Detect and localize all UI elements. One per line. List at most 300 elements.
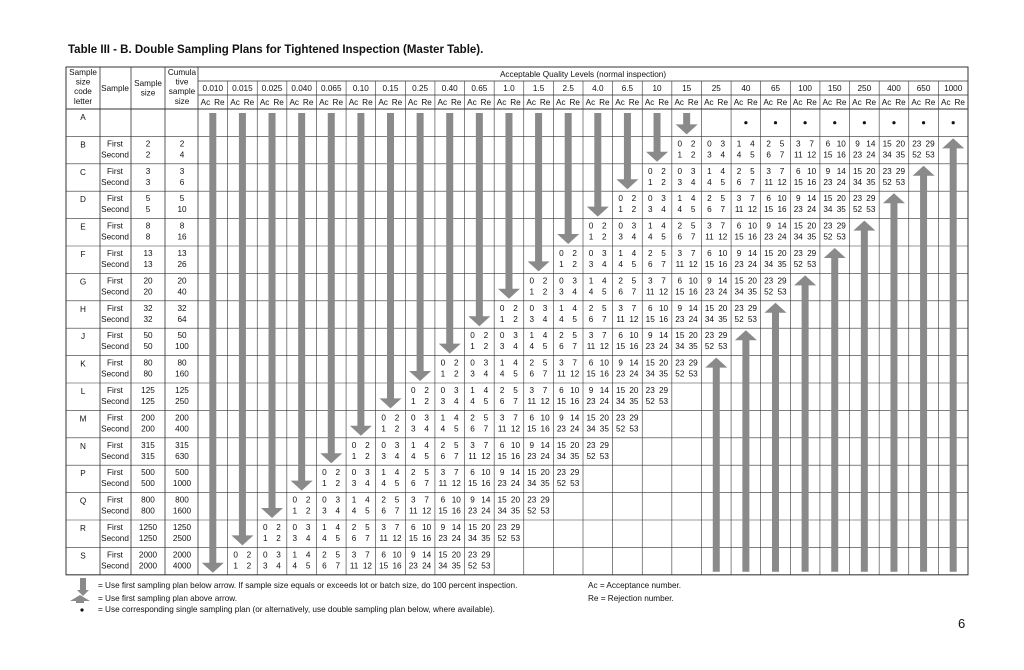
ac-value: 9 — [559, 413, 564, 423]
ac-value: 15 — [793, 221, 803, 231]
ac-value: 3 — [559, 287, 564, 297]
re-value: 29 — [570, 468, 580, 478]
ac-value: 0 — [351, 468, 357, 478]
ac-value: 1 — [470, 342, 475, 352]
ac-value: 4 — [588, 287, 594, 297]
ac-value: 0 — [499, 331, 505, 341]
ac-value: 6 — [322, 561, 327, 571]
ac-value: 11 — [527, 397, 537, 406]
ac-value: 23 — [467, 550, 478, 560]
re-value: 2 — [424, 397, 429, 406]
re-value: 29 — [777, 276, 787, 286]
re-value: 2 — [394, 413, 400, 423]
row-first: First — [107, 440, 123, 450]
re-value: 7 — [572, 358, 577, 368]
re-value: 3 — [483, 358, 489, 368]
ac-value: 4 — [618, 260, 623, 269]
row-size2: 50 — [143, 342, 153, 352]
ac-value: 34 — [497, 506, 507, 516]
header-code-letter: Sample — [69, 68, 97, 77]
ac-value: 3 — [381, 523, 386, 532]
re-value: 53 — [925, 150, 935, 160]
re-value: 10 — [658, 303, 669, 313]
up-arrow-icon — [765, 303, 787, 572]
aql-level: 15 — [682, 84, 692, 93]
ac-value: 23 — [704, 287, 715, 297]
row-size2: 1250 — [138, 534, 158, 543]
ac-value: 23 — [852, 150, 863, 160]
re-value: 5 — [750, 150, 755, 160]
re-value: 20 — [836, 194, 846, 204]
ac-value: 23 — [527, 451, 537, 461]
ac-value: 0 — [440, 358, 446, 368]
ac-value: 15 — [586, 413, 596, 423]
re-value: 16 — [599, 369, 609, 379]
re-value: 5 — [602, 303, 607, 313]
re-value: 10 — [510, 440, 521, 450]
re-value: 2 — [631, 194, 637, 204]
row-size2: 8 — [145, 232, 151, 242]
ac-value: 1 — [292, 550, 298, 560]
ac-value: 2 — [618, 276, 623, 286]
re-value: 2 — [631, 205, 637, 215]
re-value: 29 — [925, 139, 935, 149]
dot-icon — [892, 121, 895, 124]
ac-value: 0 — [559, 249, 564, 258]
re-value: 3 — [631, 221, 637, 231]
re-value: 10 — [481, 468, 491, 478]
row-cum2: 10 — [177, 205, 187, 215]
re-value: 5 — [483, 397, 489, 406]
row-first: First — [107, 303, 123, 313]
ac-value: 23 — [645, 342, 655, 352]
aql-level: 0.15 — [382, 84, 399, 93]
re-value: 10 — [570, 386, 580, 395]
ac-value: 11 — [675, 260, 685, 269]
ac-value: 15 — [793, 177, 803, 187]
ac-value: 1 — [381, 468, 386, 478]
row-cum1: 500 — [175, 468, 189, 478]
re-value: 2 — [365, 451, 370, 461]
row-size1: 2 — [145, 139, 151, 149]
ac-value: 0 — [233, 550, 238, 560]
re-value: 14 — [510, 468, 521, 478]
row-cum1: 2000 — [172, 550, 192, 560]
dot-icon — [270, 477, 273, 480]
re-value: 53 — [481, 561, 491, 571]
ac-value: 6 — [470, 468, 475, 478]
re-value: 7 — [690, 232, 696, 242]
re-value: 10 — [392, 550, 402, 560]
re-value: 14 — [807, 194, 817, 204]
ac-value: 1 — [440, 413, 446, 423]
re-value: 3 — [602, 249, 607, 258]
ac-value: 9 — [796, 194, 801, 204]
row-cum1: 50 — [177, 331, 187, 341]
ac-value: 0 — [647, 194, 653, 204]
re-value: 7 — [542, 386, 548, 395]
aql-level: 0.10 — [352, 84, 369, 93]
ac-value: 23 — [467, 506, 478, 516]
row-cum1: 125 — [175, 386, 189, 395]
aql-level: 400 — [887, 84, 901, 93]
ac-value: 11 — [586, 342, 596, 352]
re-value: 35 — [777, 260, 787, 269]
re-value: 12 — [362, 561, 372, 571]
re-header: Re — [658, 98, 669, 107]
ac-value: 52 — [852, 205, 863, 215]
ac-value: 6 — [411, 523, 416, 532]
ac-value: 1 — [411, 397, 416, 406]
row-second: Second — [101, 342, 129, 352]
dot-icon — [774, 121, 777, 124]
re-value: 12 — [658, 287, 669, 297]
ac-value: 11 — [734, 205, 744, 215]
ac-value: 2 — [677, 221, 683, 231]
ac-value: 34 — [823, 205, 833, 215]
ac-value: 23 — [852, 194, 863, 204]
row-second: Second — [101, 232, 129, 242]
re-value: 4 — [602, 260, 607, 269]
dot-icon — [300, 450, 303, 453]
row-second: Second — [101, 424, 129, 434]
ac-value: 3 — [440, 468, 446, 478]
ac-value: 11 — [409, 506, 418, 516]
re-value: 29 — [629, 413, 639, 423]
re-value: 14 — [658, 331, 669, 341]
ac-value: 3 — [529, 314, 535, 324]
dot-icon — [567, 203, 570, 206]
ac-value: 15 — [556, 397, 566, 406]
ac-header: Ac — [556, 98, 566, 107]
ac-value: 3 — [707, 150, 712, 160]
re-value: 29 — [807, 249, 817, 258]
row-code: E — [80, 222, 86, 232]
re-value: 2 — [483, 342, 489, 352]
row-first: First — [107, 413, 123, 423]
re-value: 3 — [513, 331, 518, 341]
ac-value: 4 — [677, 205, 683, 215]
re-value: 10 — [777, 194, 787, 204]
ac-value: 1 — [233, 561, 238, 571]
row-cum2: 100 — [175, 342, 189, 352]
re-value: 5 — [779, 139, 785, 149]
dot-icon — [389, 368, 392, 371]
row-first: First — [107, 194, 123, 204]
re-value: 35 — [599, 424, 609, 434]
ac-value: 0 — [677, 139, 683, 149]
ac-value: 23 — [912, 139, 922, 149]
re-value: 53 — [570, 479, 580, 489]
ac-value: 23 — [882, 166, 892, 176]
re-value: 35 — [807, 232, 817, 242]
re-value: 7 — [453, 451, 459, 461]
ac-header: Ac — [467, 98, 477, 107]
re-value: 10 — [599, 358, 609, 368]
ac-value: 0 — [322, 468, 327, 478]
ac-value: 1 — [499, 358, 505, 368]
ac-value: 1 — [499, 314, 505, 324]
re-value: 2 — [690, 139, 696, 149]
ac-value: 3 — [351, 550, 357, 560]
row-first: First — [107, 358, 123, 368]
ac-value: 23 — [556, 424, 566, 434]
row-code: C — [80, 167, 86, 177]
re-value: 29 — [688, 358, 698, 368]
re-header: Re — [214, 98, 225, 107]
ac-value: 34 — [793, 232, 803, 242]
re-value: 10 — [747, 221, 757, 231]
re-value: 16 — [777, 205, 787, 215]
re-value: 14 — [688, 303, 698, 313]
re-value: 24 — [718, 287, 728, 297]
row-second: Second — [101, 314, 129, 324]
legend-down-text: = Use first sampling plan below arrow. If sample size equals or exceeds lot or batch size, do 100 percent inspection. — [98, 581, 518, 590]
row-code: K — [80, 359, 86, 369]
aql-level: 10 — [652, 84, 662, 93]
row-size1: 315 — [141, 440, 155, 450]
ac-value: 2 — [647, 249, 653, 258]
ac-value: 3 — [677, 177, 683, 187]
ac-value: 34 — [467, 534, 478, 543]
dot-icon — [478, 286, 481, 289]
re-value: 20 — [599, 413, 609, 423]
re-value: 35 — [481, 534, 491, 543]
re-value: 3 — [661, 194, 666, 204]
re-value: 35 — [688, 342, 698, 352]
re-value: 4 — [453, 397, 459, 406]
re-value: 14 — [777, 221, 787, 231]
ac-value: 15 — [556, 440, 566, 450]
ac-value: 23 — [675, 314, 685, 324]
aql-level: 0.25 — [412, 84, 429, 93]
re-value: 16 — [747, 232, 757, 242]
ac-value: 52 — [467, 561, 478, 571]
ac-value: 1 — [736, 139, 742, 149]
ac-value: 11 — [557, 369, 566, 379]
re-value: 5 — [661, 249, 666, 258]
ac-value: 15 — [734, 276, 744, 286]
down-arrow-icon — [320, 113, 342, 463]
ac-value: 6 — [440, 495, 446, 505]
ac-header: Ac — [881, 98, 892, 107]
re-value: 3 — [424, 413, 429, 423]
re-header: Re — [332, 98, 344, 107]
ac-value: 52 — [734, 314, 744, 324]
ac-value: 34 — [764, 260, 774, 269]
row-size1: 1250 — [138, 523, 158, 532]
re-header: Re — [747, 98, 758, 107]
ac-value: 34 — [616, 397, 626, 406]
re-value: 16 — [392, 561, 402, 571]
down-arrow-icon — [468, 113, 490, 326]
row-second: Second — [101, 260, 129, 269]
re-value: 53 — [658, 397, 669, 406]
re-value: 14 — [481, 495, 491, 505]
ac-value: 0 — [559, 276, 564, 286]
row-size2: 32 — [143, 314, 153, 324]
re-value: 29 — [599, 440, 609, 450]
ac-header: Ac — [615, 98, 625, 107]
ac-value: 0 — [411, 413, 416, 423]
ac-value: 6 — [796, 166, 801, 176]
re-value: 4 — [365, 479, 370, 489]
ac-value: 15 — [704, 303, 715, 313]
row-cum1: 5 — [179, 194, 185, 204]
ac-value: 0 — [411, 386, 416, 395]
re-value: 5 — [513, 386, 518, 395]
ac-value: 9 — [707, 276, 712, 286]
re-value: 10 — [422, 523, 432, 532]
up-arrow-icon — [70, 595, 90, 603]
ac-value: 15 — [882, 139, 892, 149]
re-value: 24 — [481, 506, 491, 516]
row-code: P — [80, 469, 86, 479]
ac-value: 1 — [529, 331, 535, 341]
re-value: 4 — [305, 550, 311, 560]
ac-value: 1 — [322, 523, 327, 532]
ac-value: 9 — [499, 468, 505, 478]
row-size1: 500 — [141, 468, 155, 478]
ac-value: 15 — [497, 495, 507, 505]
ac-value: 23 — [497, 479, 507, 489]
ac-value: 3 — [470, 369, 475, 379]
dot-icon — [626, 149, 629, 152]
ac-value: 3 — [351, 479, 357, 489]
row-first: First — [107, 523, 123, 532]
ac-value: 52 — [704, 342, 715, 352]
re-value: 2 — [335, 479, 341, 489]
ac-value: 6 — [351, 534, 357, 543]
re-value: 53 — [599, 451, 609, 461]
re-value: 5 — [394, 495, 400, 505]
re-value: 4 — [394, 468, 400, 478]
aql-level: 0.040 — [291, 84, 312, 93]
ac-value: 3 — [766, 166, 771, 176]
ac-value: 3 — [736, 194, 742, 204]
row-code: S — [80, 551, 86, 561]
ac-value: 2 — [736, 166, 742, 176]
ac-value: 6 — [470, 424, 475, 434]
re-value: 24 — [777, 232, 787, 242]
ac-header: Ac — [763, 98, 773, 107]
ac-value: 52 — [793, 260, 803, 269]
ac-value: 2 — [559, 331, 564, 341]
re-value: 24 — [807, 205, 817, 215]
row-size2: 5 — [145, 205, 151, 215]
header-sample-size: size — [140, 88, 156, 98]
ac-value: 0 — [529, 303, 535, 313]
re-value: 29 — [658, 386, 669, 395]
re-value: 4 — [720, 166, 726, 176]
aql-level: 100 — [798, 84, 812, 93]
re-value: 12 — [392, 534, 402, 543]
re-header: Re — [243, 98, 255, 107]
up-arrow-icon — [794, 275, 816, 571]
ac-value: 23 — [616, 413, 626, 423]
ac-value: 15 — [675, 287, 685, 297]
row-first: First — [107, 550, 123, 560]
re-value: 14 — [866, 139, 876, 149]
row-first: First — [107, 386, 123, 395]
re-value: 4 — [513, 342, 518, 352]
ac-value: 2 — [322, 550, 327, 560]
dot-icon — [596, 176, 599, 179]
re-value: 12 — [481, 451, 491, 461]
re-value: 24 — [747, 260, 757, 269]
re-value: 3 — [365, 468, 370, 478]
re-value: 20 — [481, 523, 491, 532]
ac-value: 9 — [470, 495, 475, 505]
row-cum1: 200 — [175, 413, 189, 423]
row-size1: 80 — [143, 358, 153, 368]
table-title: Table III - B. Double Sampling Plans for Tightened Inspection (Master Table). — [68, 44, 484, 56]
dot-icon — [241, 505, 244, 508]
re-value: 12 — [777, 177, 787, 187]
dot-icon — [330, 423, 333, 426]
re-value: 7 — [631, 303, 637, 313]
ac-header: Ac — [941, 98, 951, 107]
dot-icon — [952, 121, 955, 124]
re-value: 5 — [720, 194, 726, 204]
re-value: 5 — [424, 468, 429, 478]
ac-value: 34 — [645, 369, 655, 379]
re-value: 4 — [305, 534, 311, 543]
re-value: 4 — [690, 177, 696, 187]
ac-value: 0 — [529, 276, 535, 286]
re-value: 10 — [688, 276, 698, 286]
re-value: 5 — [483, 413, 489, 423]
ac-value: 2 — [766, 139, 771, 149]
re-value: 20 — [570, 440, 580, 450]
ac-value: 15 — [379, 561, 389, 571]
ac-value: 0 — [588, 221, 594, 231]
re-value: 35 — [629, 397, 639, 406]
re-value: 3 — [305, 523, 311, 532]
ac-value: 6 — [499, 440, 505, 450]
ac-value: 4 — [440, 424, 446, 434]
re-value: 7 — [779, 166, 785, 176]
re-value: 2 — [394, 424, 400, 434]
ac-value: 6 — [736, 221, 742, 231]
ac-value: 23 — [764, 276, 774, 286]
re-value: 12 — [422, 506, 432, 516]
ac-value: 1 — [351, 451, 357, 461]
dot-icon — [537, 231, 540, 234]
row-code: M — [79, 414, 87, 424]
ac-value: 3 — [262, 561, 268, 571]
ac-value: 0 — [440, 386, 446, 395]
re-value: 7 — [779, 150, 785, 160]
re-value: 7 — [394, 506, 400, 516]
re-value: 53 — [540, 506, 550, 516]
ac-value: 15 — [734, 232, 744, 242]
ac-value: 0 — [707, 139, 712, 149]
ac-value: 0 — [322, 495, 327, 505]
header-aql-title: Acceptable Quality Levels (normal inspection) — [499, 70, 667, 79]
re-value: 24 — [510, 479, 521, 489]
ac-value: 11 — [379, 534, 388, 543]
row-cum1: 1250 — [172, 523, 192, 532]
ac-value: 3 — [559, 358, 564, 368]
re-value: 5 — [542, 342, 548, 352]
re-value: 2 — [542, 287, 548, 297]
ac-value: 9 — [618, 358, 623, 368]
re-value: 5 — [750, 166, 755, 176]
re-value: 12 — [807, 150, 817, 160]
ac-value: 52 — [616, 424, 626, 434]
ac-value: 2 — [707, 194, 712, 204]
